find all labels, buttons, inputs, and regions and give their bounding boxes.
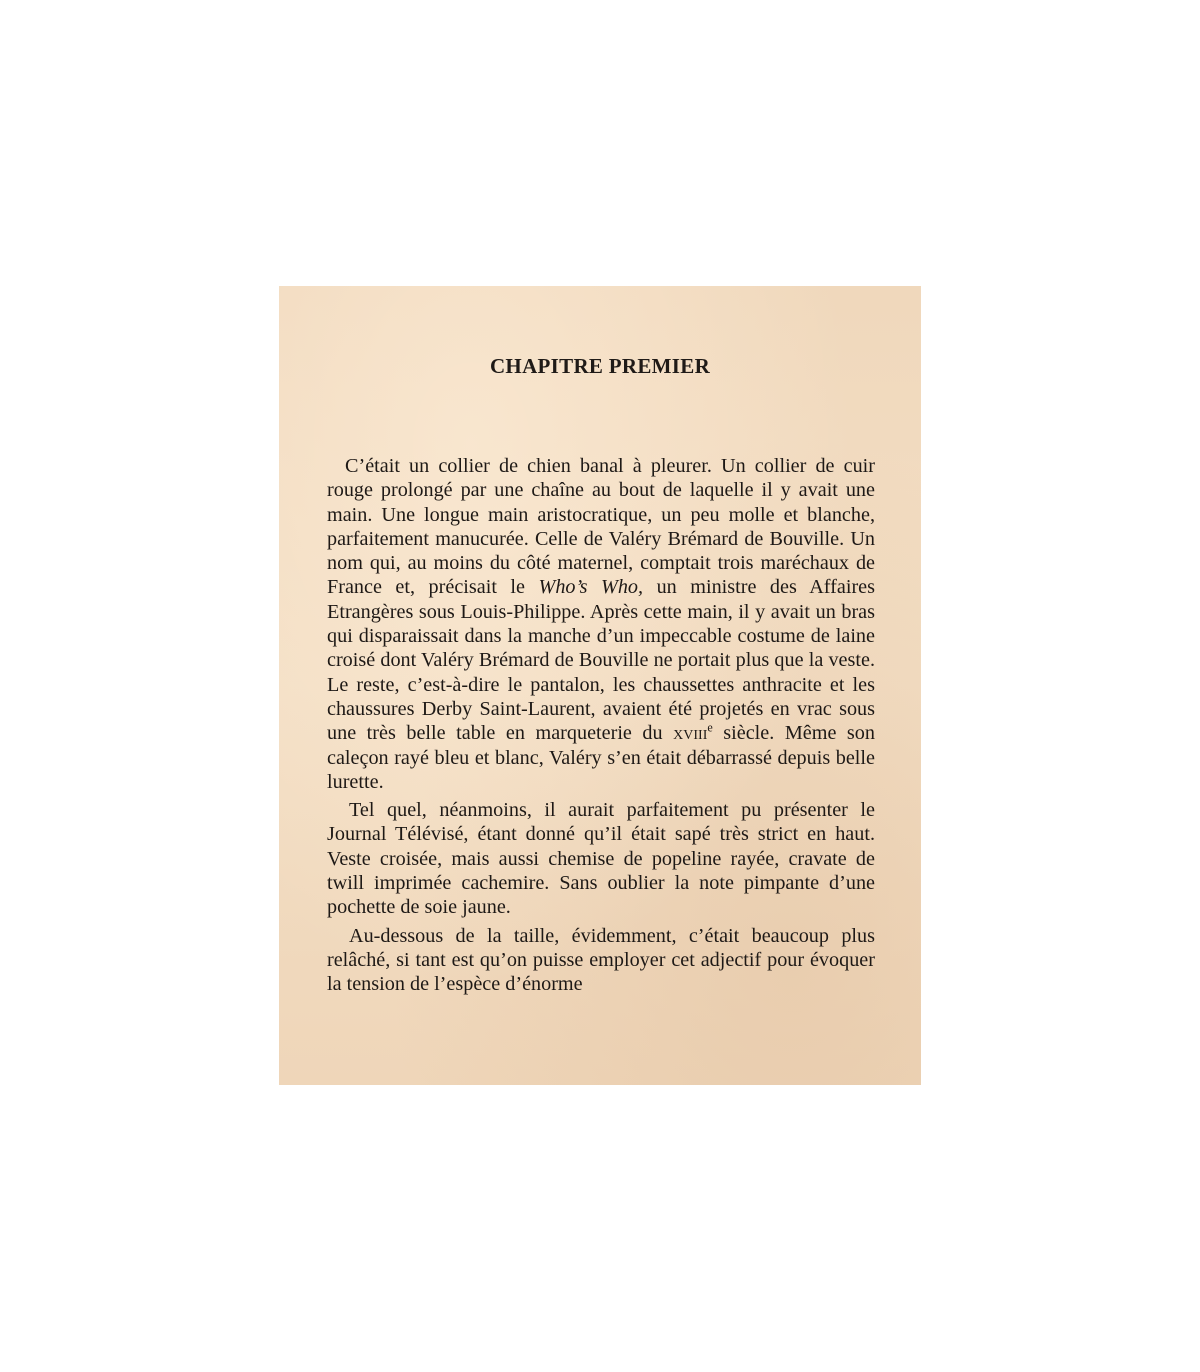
paragraph-1 [327, 454, 875, 794]
book-page [279, 286, 921, 1085]
paragraph-1-text-b: un ministre des Affaires Etrangères sous Louis-Philippe. Après cette main, il y avait un bras qui disparaissait dans la manche d’un impeccable costume de laine croisé dont Valéry Brémard de Bouville ne portait plus que la veste. Le reste, c’est-à-dire le pantalon, les chaussettes anthracite et les chaussures Derby Saint-Laurent, avaient été projetés en vrac sous une très belle table en marqueterie du [327, 576, 875, 745]
paragraph-1-text-c: siècle. Même son caleçon rayé bleu et blanc, Valéry s’en était débarrassé depuis belle lurette. [327, 722, 875, 793]
paragraph-2-text: Tel quel, néanmoins, il aurait parfaitement pu présenter le Journal Télévisé, étant donné qu’il était sapé très strict en haut. Veste croisée, mais aussi chemise de popeline rayée, cravate de twill imprimée cachemire. Sans oublier la note pimpante d’une pochette de soie jaune. [327, 799, 875, 919]
bleed-through-shadow [603, 294, 903, 316]
paragraph-2 [327, 798, 875, 919]
whos-who-italic: Who’s Who, [538, 576, 644, 599]
chapter-body [327, 454, 875, 1001]
century-numeral: xviii [673, 722, 708, 745]
paragraph-1-text-a: C’était un collier de chien banal à pleurer. Un collier de cuir rouge prolongé par une chaîne au bout de laquelle il y avait une main. Une longue main aristocratique, un peu molle et blanche, parfaitement manucurée. Celle de Valéry Brémard de Bouville. Un nom qui, au moins du côté maternel, comptait trois maréchaux de France et, précisait le [327, 455, 875, 599]
paragraph-3 [327, 924, 875, 997]
paragraph-3-text: Au-dessous de la taille, évidemment, c’était beaucoup plus relâché, si tant est qu’on puisse employer cet adjectif pour évoquer la tension de l’espèce d’énorme [327, 924, 875, 996]
century-superscript: e [707, 720, 713, 735]
chapter-title: CHAPITRE PREMIER [489, 354, 711, 378]
